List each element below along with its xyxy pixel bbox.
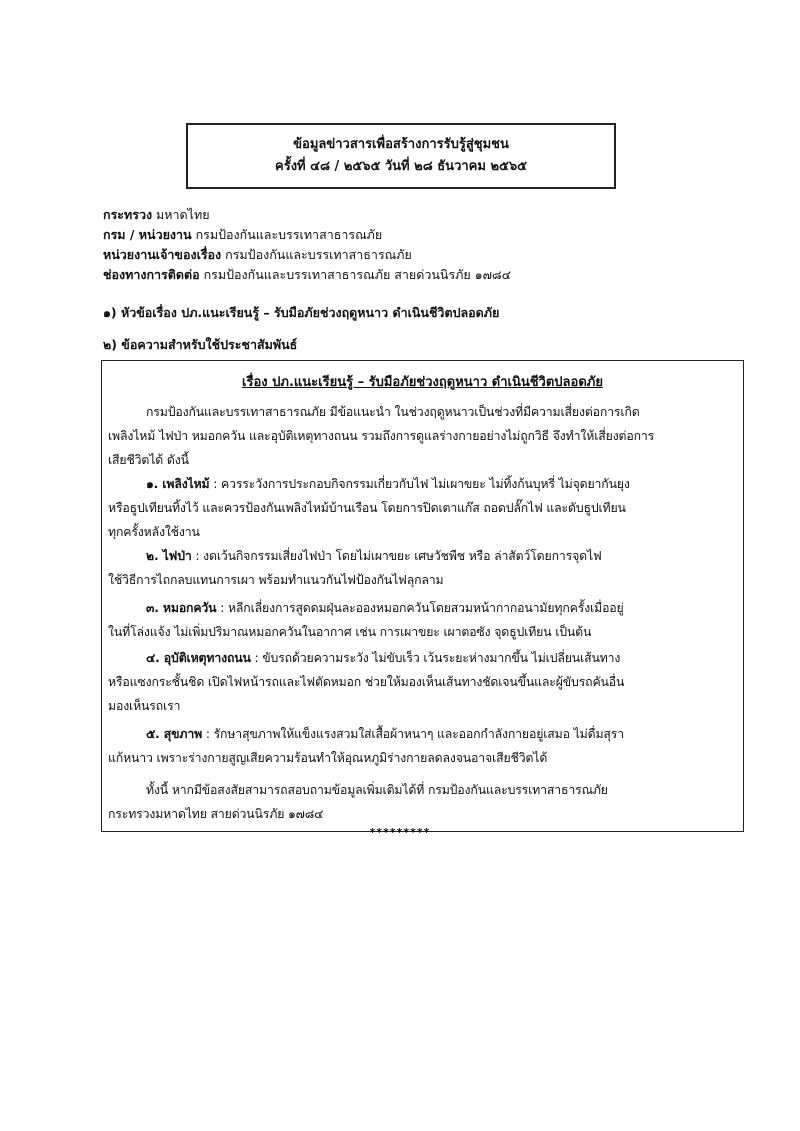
section-1-heading: ๑) หัวข้อเรื่อง ปภ.แนะเรียนรู้ – รับมือภัยช่วงฤดูหนาว ดำเนินชีวิตปลอดภัย [103, 305, 500, 320]
item-2-line-1: ๒. ไฟป่า : งดเว้นกิจกรรมเสี่ยงไฟป่า โดยไม่เผาขยะ เศษวัชพืช หรือ ล่าสัตว์โดยการจุดไฟ [146, 549, 602, 563]
department-value: กรมป้องกันและบรรเทาสาธารณภัย [191, 227, 383, 242]
closing-line-2: กระทรวงมหาดไทย สายด่วนนิรภัย ๑๗๘๔ [108, 807, 324, 821]
department-line [103, 226, 382, 244]
contact-label: ช่องทางการติดต่อ [103, 267, 200, 282]
announcement-box [101, 360, 744, 832]
department-label: กรม / หน่วยงาน [103, 227, 192, 242]
contact-line [103, 266, 511, 284]
ministry-value: มหาดไทย [152, 207, 210, 222]
header-issue-date: ครั้งที่ ๔๘ / ๒๕๖๕ วันที่ ๒๘ ธันวาคม ๒๕๖๕ [275, 159, 527, 174]
item-4-label: ๔. อุบัติเหตุทางถนน [146, 651, 251, 665]
closing-line-1: ทั้งนี้ หากมีข้อสงสัยสามารถสอบถามข้อมูลเพิ่มเติมได้ที่ กรมป้องกันและบรรเทาสาธารณภัย [146, 783, 608, 797]
item-3-label: ๓. หมอกควัน [146, 601, 217, 615]
announcement-title: เรื่อง ปภ.แนะเรียนรู้ – รับมือภัยช่วงฤดูหนาว ดำเนินชีวิตปลอดภัย [242, 375, 603, 390]
item-3-line-1: ๓. หมอกควัน : หลีกเลี่ยงการสูดดมฝุ่นละอองหมอกควันโดยสวมหน้ากากอนามัยทุกครั้งเมื่ออยู่ [146, 601, 624, 615]
item-5-line-1: ๕. สุขภาพ : รักษาสุขภาพให้แข็งแรงสวมใส่เสื้อผ้าหนาๆ และออกกำลังกายอยู่เสมอ ไม่ดื่มสุรา [146, 727, 624, 741]
item-2-label: ๒. ไฟป่า [146, 549, 192, 563]
section-2-heading: ๒) ข้อความสำหรับใช้ประชาสัมพันธ์ [103, 337, 298, 352]
header-title: ข้อมูลข่าวสารเพื่อสร้างการรับรู้สู่ชุมชน [293, 137, 509, 152]
item-5-line-2: แก้หนาว เพราะร่างกายสูญเสียความร้อนทำให้อุณหภูมิร่างกายลดลงจนอาจเสียชีวิตได้ [108, 751, 548, 765]
item-1-line-1: ๑. เพลิงไหม้ : ควรระวังการประกอบกิจกรรมเกี่ยวกับไฟ ไม่เผาขยะ ไม่ทิ้งก้นบุหรี่ ไม่จุดยากันยุง [146, 477, 630, 491]
ministry-label: กระทรวง [103, 207, 153, 222]
intro-line-2: เพลิงไหม้ ไฟป่า หมอกควัน และอุบัติเหตุทางถนน รวมถึงการดูแลร่างกายอย่างไม่ถูกวิธี จึงทำให้เสี่ยงต่อการ [108, 429, 655, 443]
item-4-line-1: ๔. อุบัติเหตุทางถนน : ขับรถด้วยความระวัง ไม่ขับเร็ว เว้นระยะห่างมากขึ้น ไม่เปลี่ยนเส้นทาง [146, 651, 621, 665]
item-1-line-3: ทุกครั้งหลังใช้งาน [108, 525, 200, 539]
item-4-line-3: มองเห็นรถเรา [108, 699, 181, 713]
header-box [186, 123, 616, 189]
item-1-line-2: หรือธูปเทียนทิ้งไว้ และควรป้องกันเพลิงไหม้บ้านเรือน โดยการปิดเตาแก๊ส ถอดปลั๊กไฟ และดับธูปเทียน [108, 501, 626, 515]
owner-label: หน่วยงานเจ้าของเรื่อง [103, 247, 222, 262]
end-mark: ********* [369, 826, 431, 839]
intro-line-1: กรมป้องกันและบรรเทาสาธารณภัย มีข้อแนะนำ ในช่วงฤดูหนาวเป็นช่วงที่มีความเสี่ยงต่อการเกิด [146, 405, 640, 419]
contact-value: กรมป้องกันและบรรเทาสาธารณภัย สายด่วนนิรภัย ๑๗๘๔ [199, 267, 512, 282]
item-4-line-2: หรือแซงกระชั้นชิด เปิดไฟหน้ารถและไฟตัดหมอก ช่วยให้มองเห็นเส้นทางชัดเจนขึ้นและผู้ขับรถคันอื่น [108, 675, 625, 689]
item-3-line-2: ในที่โล่งแจ้ง ไม่เพิ่มปริมาณหมอกควันในอากาศ เช่น การเผาขยะ เผาตอซัง จุดธูปเทียน เป็นต้น [108, 625, 592, 639]
intro-line-3: เสียชีวิตได้ ดังนี้ [108, 453, 189, 467]
ministry-line [103, 206, 210, 224]
item-1-label: ๑. เพลิงไหม้ [146, 477, 210, 491]
owner-line [103, 246, 412, 264]
owner-value: กรมป้องกันและบรรเทาสาธารณภัย [221, 247, 412, 262]
item-5-label: ๕. สุขภาพ [146, 727, 203, 741]
item-2-line-2: ใช้วิธีการไถกลบแทนการเผา พร้อมทำแนวกันไฟป้องกันไฟลุกลาม [108, 573, 444, 587]
